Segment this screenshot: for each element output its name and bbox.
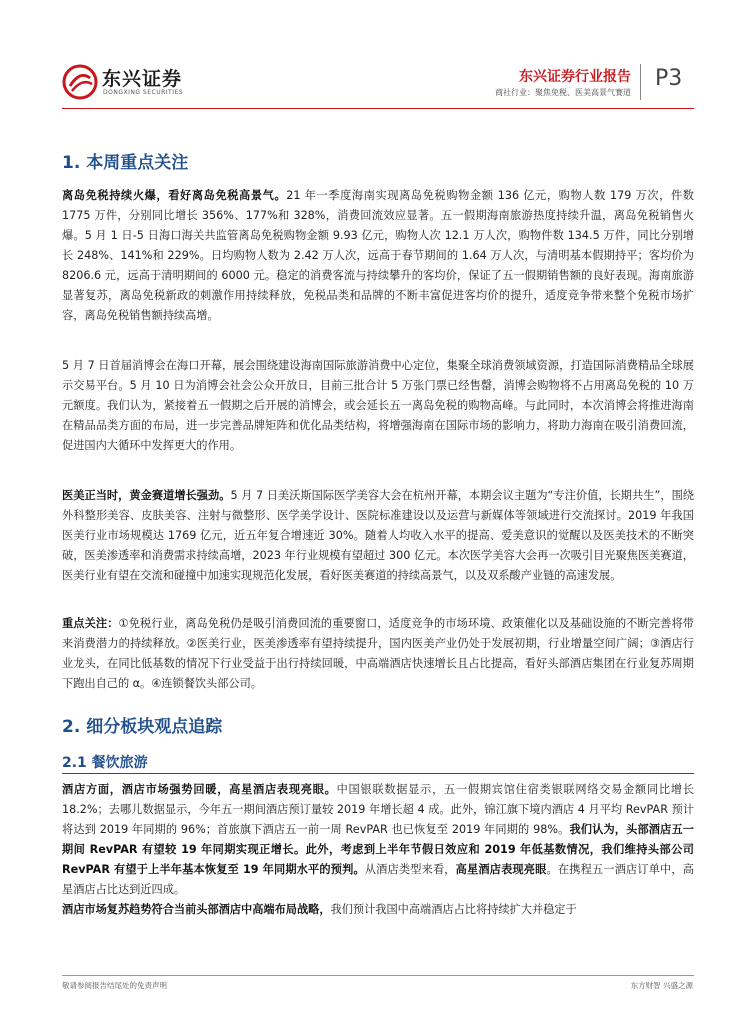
- paragraph-duty-free: [62, 186, 694, 326]
- paragraph-expo: [62, 356, 694, 456]
- header-divider: [640, 64, 641, 100]
- paragraph-hotel-recovery: [62, 900, 694, 920]
- logo-chinese-name: 东兴证券: [102, 68, 183, 90]
- paragraph-text: 中国银联数据显示，五一假期宾馆住宿类银联网络交易金额同比增长 18.2%；去哪儿数据显示，今年五一期间酒店预订量较 2019 年增长超 4 成。此外，锦江旗下境内酒店 4 月平均 RevPAR 预计将达到 2019 年同期的 96%；首旅旗下酒店五一前一周 RevPAR 也已恢复至 2019 年同期的 98%。: [62, 783, 694, 836]
- paragraph-medical-beauty: [62, 486, 694, 586]
- paragraph-text: 21 年一季度海南实现离岛免税购物金额 136 亿元，购物人数 179 万次，件数 1775 万件，分别同比增长 356%、177%和 328%，消费回流效应显著。五一假期海南旅游热度持续升温，离岛免税销售火爆。5 月 1 日-5 日海口海关共监管离岛免税购物金额 9.93 亿元，购物人次 12.1 万人次，购物件数 134.5 万件，同比分别增长 248%、141%和 229%。日均购物人数为 2.42 万人次，远高于春节期间的 1.64 万人次，与清明基本假期持平；客均价为 8206.6 元，远高于清明期间的 6000 元。稳定的消费客流与持续攀升的客均价，保证了五一假期销售额的良好表现。海南旅游显著复苏，离岛免税新政的刺激作用持续释放，免税品类和品牌的不断丰富促进客均价的提升，适度竞争带来整个免税市场扩容，离岛免税销售额持续高增。: [62, 189, 694, 322]
- logo-english-name: DONGXING SECURITIES: [103, 89, 184, 96]
- footer-rule: [62, 975, 694, 976]
- paragraph-hotel: [62, 780, 694, 900]
- subsection-2-1-heading: 2.1 餐饮旅游: [62, 755, 148, 771]
- footer-disclaimer: 敬请参阅报告结尾处的免责声明: [62, 981, 167, 990]
- paragraph-text: 5 月 7 日美沃斯国际医学美容大会在杭州开幕，本期会议主题为“专注价值，长期共生”，围绕外科整形美容、皮肤美容、注射与微整形、医学美学设计、医院标准建设以及运营与新媒体等领域进行交流探讨。2019 年我国医美行业市场规模达 1769 亿元，近五年复合增速近 30%。随着人均收入水平的提高、爱美意识的觉醒以及医美技术的不断突破，医美渗透率和消费需求持续高增，2023 年行业规模有望超过 300 亿元。本次医学美容大会再一次吸引目光聚焦医美赛道，医美行业有望在交流和碰撞中加速实现规范化发展，看好医美赛道的持续高景气，以及双系酸产业链的高速发展。: [62, 489, 694, 582]
- section-1-heading: 1. 本周重点关注: [62, 153, 189, 173]
- header-rule: [62, 108, 694, 109]
- paragraph-text: 。在携程五一酒店订单中，高星酒店占比达到近四成。: [62, 863, 694, 896]
- paragraph-text: 5 月 7 日首届消博会在海口开幕，展会围绕建设海南国际旅游消费中心定位，集聚全球消费领域资源，打造国际消费精品全球展示交易平台。5 月 10 日为消博会社会公众开放日，目前三批合计 5 万张门票已经售罄，消博会购物将不占用离岛免税的 10 万元额度。我们认为，紧接着五一假期之后开展的消博会，或会延长五一离岛免税的购物高峰。与此同时，本次消博会将推进海南在精品品类方面的布局，进一步完善品牌矩阵和优化品类结构，将增强海南在国际市场的影响力，将助力海南在吸引消费回流，促进国内大循环中发挥更大的作用。: [62, 359, 694, 452]
- company-logo: [62, 62, 192, 102]
- dongxing-logo-mark-icon: [62, 64, 98, 100]
- page-number: P3: [655, 66, 683, 91]
- report-title: 东兴证券行业报告: [519, 69, 631, 85]
- paragraph-emphasis-bold: 我们认为，头部酒店五一期间 RevPAR 有望较 19 年同期实现正增长。此外，考虑到上半年节假日效应和 2019 年低基数情况，我们维持头部公司 RevPAR 有望于上半年基本恢复至 19 年同期水平的预判。: [62, 823, 694, 876]
- paragraph-text: 从酒店类型来看，: [364, 863, 456, 876]
- paragraph-key-focus: [62, 614, 694, 694]
- paragraph-lead-bold: 酒店市场复苏趋势符合当前头部酒店中高端布局战略，: [62, 903, 331, 916]
- paragraph-lead-bold: 重点关注：: [62, 617, 119, 630]
- subsection-rule: [62, 773, 694, 774]
- paragraph-lead-bold: 医美正当时，黄金赛道增长强劲。: [62, 489, 231, 502]
- report-subtitle: 商社行业：聚焦免税、医美高景气赛道: [495, 88, 631, 97]
- paragraph-lead-bold: 酒店方面，酒店市场强势回暖，高星酒店表现亮眼。: [62, 783, 337, 796]
- paragraph-text: 我们预计我国中高端酒店占比将持续扩大并稳定于: [330, 903, 577, 916]
- paragraph-lead-bold: 离岛免税持续火爆，看好离岛免税高景气。: [62, 189, 287, 202]
- section-2-heading: 2. 细分板块观点追踪: [62, 717, 223, 737]
- paragraph-emphasis-bold: 高星酒店表现亮眼: [455, 863, 547, 876]
- footer-slogan: 东方财智 兴盛之源: [630, 981, 693, 990]
- paragraph-text: ①免税行业，离岛免税仍是吸引消费回流的重要窗口，适度竞争的市场环境、政策催化以及基础设施的不断完善将带来消费潜力的持续释放。②医美行业，医美渗透率有望持续提升，国内医美产业仍处于发展初期，行业增量空间广阔；③酒店行业龙头，在同比低基数的情况下行业受益于出行持续回暖，中高端酒店快速增长且占比提高，看好头部酒店集团在行业复苏周期下跑出自己的 α。④连锁餐饮头部公司。: [62, 617, 694, 690]
